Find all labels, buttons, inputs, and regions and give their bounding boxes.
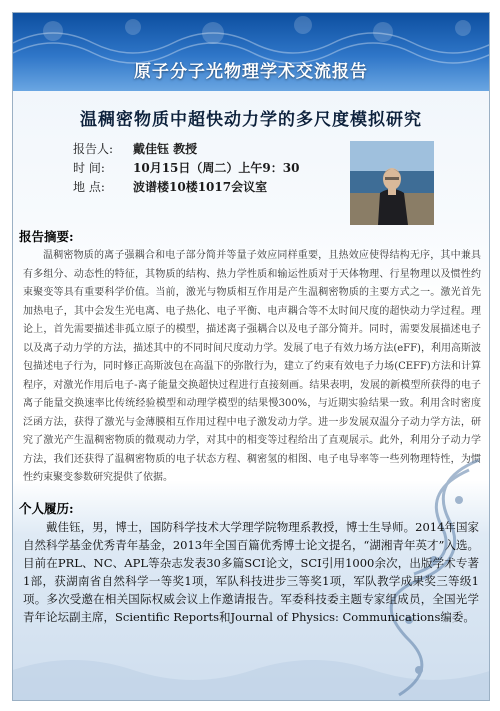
place-row [73,178,333,197]
speaker-photo [350,141,434,225]
speaker-label: 报告人: [73,142,114,156]
abstract-heading: 报告摘要: [19,229,74,244]
time-value: 10月15日（周二）上午9：30 [133,161,300,175]
banner-title: 原子分子光物理学术交流报告 [134,62,368,82]
speaker-value: 戴佳钰 教授 [133,142,198,156]
bio-heading: 个人履历: [19,501,74,516]
talk-title: 温稠密物质中超快动力学的多尺度模拟研究 [80,110,422,130]
bio-text: 戴佳钰，男，博士，国防科学技术大学理学院物理系教授，博士生导师。2014年国家自然科学基金优秀青年基金，2013年全国百篇优秀博士论文提名，“湖湘青年英才”入选。目前在PRL、NC、APL等杂志发表30多篇SCI论文，SCI引用1000余次，出版学术专著1部，获湖南省自然科学一等奖1项，军队科技进步三等奖1项，军队教学成果奖三等级1项。多次受邀在相关国际权威会议上作邀请报告。军委科技委主题专家组成员，全国光学青年论坛副主席，Scientific Reports和Journal of Physics: Communications编委。 [23,520,479,624]
abstract-text: 温稠密物质的离子强耦合和电子部分简并等量子效应同样重要，且热效应使得结构无序，其中兼具有多组分、动态性的特征，其物质的结构、热力学性质和输运性质对于天体物理、行星物理以及惯性约束聚变等具有重要科学价值。当前，激光与物质相互作用是产生温稠密物质的主要方式之一。激光首先加热电子，其中会发生光电离、电子热化、电子平衡、电声耦合等不太时间尺度的超快动力学过程。理论上，首先需要描述非孤立原子的模型，描述离子强耦合以及电子部分简并。同时，需要发展描述电子以及离子动力学的方法，描述其中的不同时间尺度动力学。发展了电子有效力场方法(eFF)，利用高斯波包描述电子行为，同时修正高斯波包在高温下的弥散行为，建立了约束有效电子力场(CEFF)方法和计算程序，对激光作用后电子-离子能量交换超快过程进行直接刻画。结果表明，发展的新模型所获得的电子离子能量交换速率比传统经验模型和动理学模型的结果慢300%，与近期实验结果一致。利用含时密度泛函方法，获得了激光与金薄膜相互作用过程中电子激发动力学。进一步发展双温分子动力学方法，研究了激光产生温稠密物质的微观动力学，对其中的相变等过程给出了直观展示。此外，利用分子动力学方法，我们还获得了温稠密物质的电子状态方程、稠密氢的相图、电子电导率等一些列物理特性，为惯性约束聚变参数研究提供了依据。 [23,250,481,483]
header-banner [13,13,489,91]
time-label: 时 间: [73,161,105,175]
speaker-row [73,140,333,159]
place-value: 波谱楼10楼1017会议室 [133,180,268,194]
place-label: 地 点: [73,180,105,194]
time-row [73,159,333,178]
talk-info [73,140,333,197]
poster [12,12,490,701]
